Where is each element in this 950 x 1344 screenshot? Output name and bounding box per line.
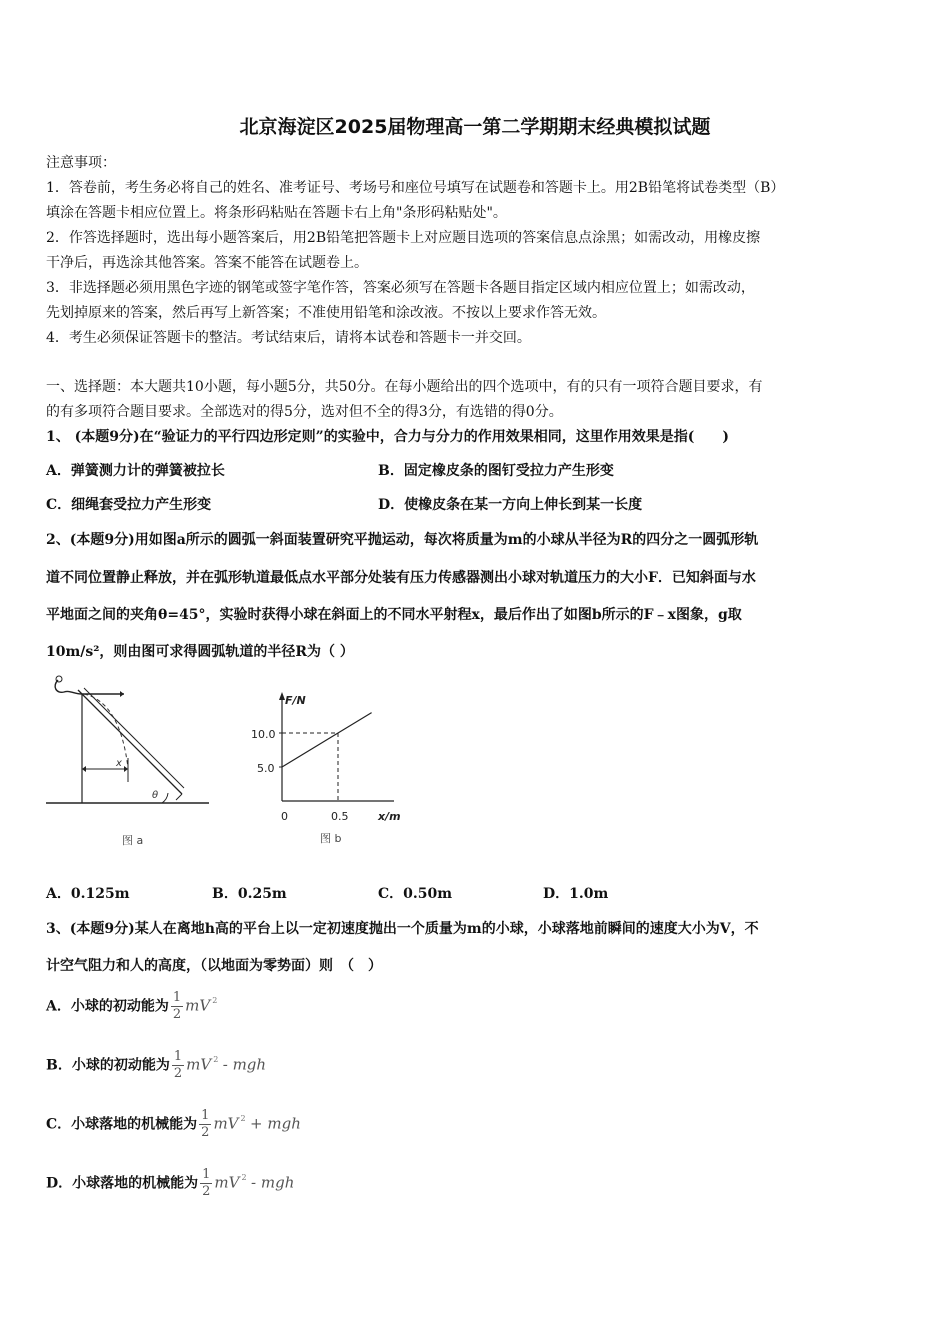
q3-option-b-label: B．小球的初动能为 xyxy=(46,1057,170,1074)
q3-option-d[interactable]: D．小球落地的机械能为 $\frac{1}{2}$ mV $^2$ - mgh xyxy=(46,1167,295,1199)
notice-line: 4．考生必须保证答题卡的整洁。考试结束后，请将本试卷和答题卡一并交回。 xyxy=(46,330,531,346)
fraction-half: $\frac{1}{2}$ xyxy=(173,1049,183,1081)
fraction-half: $\frac{1}{2}$ xyxy=(201,1108,210,1140)
q2-option-c[interactable]: C．0.50m xyxy=(378,886,453,902)
notice-line: 1．答卷前，考生务必将自己的姓名、准考证号、考场号和座位号填写在试题卷和答题卡上。用2B铅笔将试卷类型（B） xyxy=(46,180,785,196)
q2-option-d[interactable]: D．1.0m xyxy=(543,886,609,902)
section-instruction: 一、选择题：本大题共10小题，每小题5分，共50分。在每小题给出的四个选项中，有的只有一项符合题目要求，有 xyxy=(46,379,763,395)
q1-option-c[interactable]: C．细绳套受拉力产生形变 xyxy=(46,497,212,513)
arc-track xyxy=(55,680,124,694)
page-title: 北京海淀区2025届物理高一第二学期期末经典模拟试题 xyxy=(239,116,711,138)
origin-tick-label: 0 xyxy=(281,810,288,823)
q2-stem: 平地面之间的夹角θ=45°，实验时获得小球在斜面上的不同水平射程x，最后作出了如图b所示的F﹣x图象，g取 xyxy=(46,607,742,623)
q1-option-a[interactable]: A．弹簧测力计的弹簧被拉长 xyxy=(46,463,225,479)
q3-option-a-label: A．小球的初动能为 xyxy=(46,998,169,1015)
q1-option-d[interactable]: D．使橡皮条在某一方向上伸长到某一长度 xyxy=(378,497,643,513)
ball-icon xyxy=(56,676,62,682)
x-axis-label: x/m xyxy=(378,810,401,823)
notice-line: 3．非选择题必须用黑色字迹的钢笔或签字笔作答，答案必须写在答题卡各题目指定区域内相应位置上；如需改动， xyxy=(46,280,755,296)
q3-option-d-label: D．小球落地的机械能为 xyxy=(46,1175,199,1192)
y-tick-label: 10.0 xyxy=(251,728,276,741)
incline xyxy=(78,690,182,794)
q3-stem: 3、(本题9分)某人在离地h高的平台上以一定初速度抛出一个质量为m的小球，小球落地前瞬间的速度大小为V，不 xyxy=(46,921,759,937)
figure-a xyxy=(44,672,214,852)
q3-option-a[interactable]: A．小球的初动能为 $\frac{1}{2}$ mV $^2$ xyxy=(46,990,218,1022)
q2-stem: 10m/s²，则由图可求得圆弧轨道的半径R为（ ） xyxy=(46,644,354,660)
figure-b-chart xyxy=(244,686,404,848)
fig-a-theta: θ xyxy=(152,790,159,801)
q2-option-b[interactable]: B．0.25m xyxy=(212,886,287,902)
fraction-half: $\frac{1}{2}$ xyxy=(202,1167,211,1199)
q3-option-c-label: C．小球落地的机械能为 xyxy=(46,1116,198,1133)
fraction-half: $\frac{1}{2}$ xyxy=(172,990,182,1022)
q1-stem: 1、 (本题9分)在“验证力的平行四边形定则”的实验中，合力与分力的作用效果相同，这里作用效果是指( ) xyxy=(46,429,729,445)
fig-b-caption: 图 b xyxy=(320,832,342,845)
q2-stem: 2、(本题9分)用如图a所示的圆弧一斜面装置研究平抛运动，每次将质量为m的小球从半径为R的四分之一圆弧形轨 xyxy=(46,532,759,548)
q3-stem: 计空气阻力和人的高度，（以地面为零势面）则 （ ） xyxy=(46,958,382,974)
notice-line: 2．作答选择题时，选出每小题答案后，用2B铅笔把答题卡上对应题目选项的答案信息点涂黑；如需改动，用橡皮擦 xyxy=(46,230,761,246)
y-tick-label: 5.0 xyxy=(257,762,275,775)
q3-option-b[interactable]: B．小球的初动能为 $\frac{1}{2}$ mV $^2$ - mgh xyxy=(46,1049,267,1081)
fig-a-caption: 图 a xyxy=(122,834,144,847)
fig-a-x-label: x xyxy=(116,758,122,769)
q2-option-a[interactable]: A．0.125m xyxy=(46,886,130,902)
notice-line: 填涂在答题卡相应位置上。将条形码粘贴在答题卡右上角"条形码粘贴处"。 xyxy=(46,205,507,221)
trajectory xyxy=(84,694,128,768)
q1-option-b[interactable]: B．固定橡皮条的图钉受拉力产生形变 xyxy=(378,463,614,479)
x-tick-label: 0.5 xyxy=(331,810,349,823)
q3-option-c[interactable]: C．小球落地的机械能为 $\frac{1}{2}$ mV $^2$ + mgh xyxy=(46,1108,301,1140)
section-instruction: 的有多项符合题目要求。全部选对的得5分，选对但不全的得3分，有选错的得0分。 xyxy=(46,404,563,420)
series-line xyxy=(282,713,372,767)
notice-line: 干净后，再选涂其他答案。答案不能答在试题卷上。 xyxy=(46,255,368,271)
notice-heading: 注意事项： xyxy=(46,155,116,171)
q2-stem: 道不同位置静止释放，并在弧形轨道最低点水平部分处装有压力传感器测出小球对轨道压力的大小F．已知斜面与水 xyxy=(46,570,756,586)
notice-line: 先划掉原来的答案，然后再写上新答案；不准使用铅笔和涂改液。不按以上要求作答无效。 xyxy=(46,305,606,321)
y-axis-label: F/N xyxy=(285,694,306,707)
